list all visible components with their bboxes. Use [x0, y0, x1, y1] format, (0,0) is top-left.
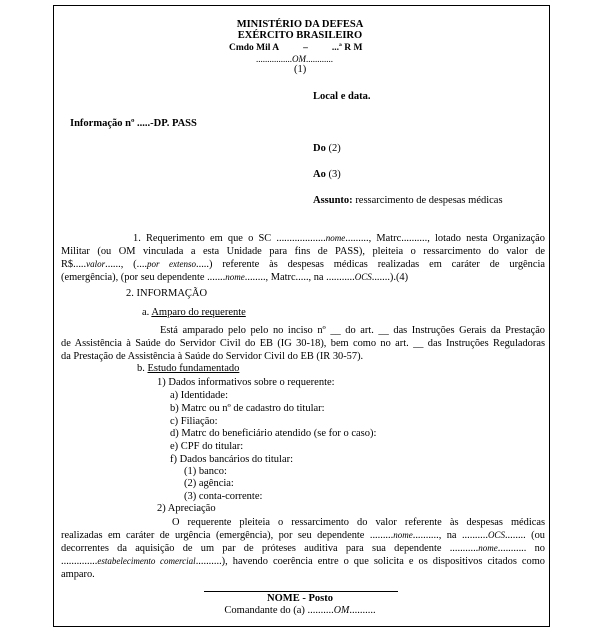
appraisal-line3: decorrentes da aquisição de um par de próteses auditiva para sua dependente ...........nome........... no	[61, 543, 545, 554]
subject-text: ressarcimento de despesas médicas	[355, 195, 503, 206]
signature-name: NOME - Posto	[267, 593, 333, 604]
army-title: EXÉRCITO BRASILEIRO	[237, 30, 363, 41]
appraisal-line4: ..............estabelecimento comercial..........), havendo coerência entre o que solicita e os dispositivos citados como	[61, 556, 545, 567]
from-note: (2)	[328, 143, 341, 154]
para1-line1: 1. Requerimento em que o SC ...................nome........., Matrc.........., lotado nesta Organização	[133, 233, 545, 244]
subject-line	[313, 195, 503, 207]
para1-line4: (emergência), (por seu dependente .......nome........, Matrc....., na ...........OCS.......).(4)	[61, 272, 409, 283]
section2b-title: b. Estudo fundamentado	[137, 363, 240, 374]
appraisal-line5: amparo.	[61, 569, 95, 580]
to-label: Ao	[313, 169, 326, 180]
list-item: (2) agência:	[184, 478, 234, 489]
appraisal-line2: realizadas em caráter de urgência (emergência), por seu dependente .........nome.........., na ..........OCS........ (ou	[61, 530, 546, 541]
ministry-title: MINISTÉRIO DA DEFESA	[236, 19, 364, 30]
list-item: b) Matrc ou nº de cadastro do titular:	[170, 403, 325, 414]
para1-line3: R$.....valor......, (....por extenso.....) referente às despesas médicas realizadas em caráter de urgência	[61, 259, 545, 270]
signature-role: Comandante do (a) ..........OM..........	[224, 605, 376, 616]
signature-line	[204, 591, 398, 592]
from-label: Do	[313, 143, 326, 154]
list-item: c) Filiação:	[170, 416, 218, 427]
om-placeholder: OM	[292, 54, 306, 64]
section2a-line1: Está amparado pelo pelo no inciso nº __ do art. __ das Instruções Gerais da Prestação	[160, 325, 545, 336]
command-prefix: Cmdo Mil A	[229, 43, 280, 53]
command-region: ...ª R M	[331, 43, 363, 53]
list-item: a) Identidade:	[170, 390, 229, 401]
to-note: (3)	[328, 169, 341, 180]
om-placeholder: OM	[333, 605, 350, 616]
subject-label: Assunto:	[313, 195, 353, 206]
list-item: (3) conta-corrente:	[184, 491, 263, 502]
from-line	[313, 143, 341, 155]
section2a-title: a. Amparo do requerente	[142, 307, 246, 318]
list-item: 1) Dados informativos sobre o requerente:	[157, 377, 335, 388]
note-1: (1)	[294, 64, 307, 75]
list-item: (1) banco:	[184, 466, 227, 477]
om-line: ................OM............	[256, 54, 333, 64]
section2-heading: 2. INFORMAÇÃO	[126, 288, 208, 299]
command-dash: –	[303, 43, 308, 53]
section2a-line3: da Prestação de Assistência à Saúde do Servidor Civil do EB (IR 30-57).	[61, 351, 364, 362]
place-date: Local e data.	[313, 91, 371, 102]
list-item: e) CPF do titular:	[170, 441, 244, 452]
appraisal-line1: O requerente pleiteia o ressarcimento do valor referente às despesas médicas	[172, 517, 545, 528]
list-item: 2) Apreciação	[157, 503, 216, 514]
list-item: f) Dados bancários do titular:	[170, 454, 294, 465]
to-line	[313, 169, 341, 181]
list-item: d) Matrc do beneficiário atendido (se for o caso):	[170, 428, 377, 439]
information-reference: Informação nº .....-DP. PASS	[70, 118, 197, 129]
section2a-line2: de Assistência à Saúde do Servidor Civil do EB (IG 30-18), bem como no art. __ das Instruções Reguladoras	[61, 338, 545, 349]
para1-line2: Militar (ou OM vinculada a esta Unidade para fins de PASS), pleiteia o ressarcimento do valor de	[61, 246, 545, 257]
